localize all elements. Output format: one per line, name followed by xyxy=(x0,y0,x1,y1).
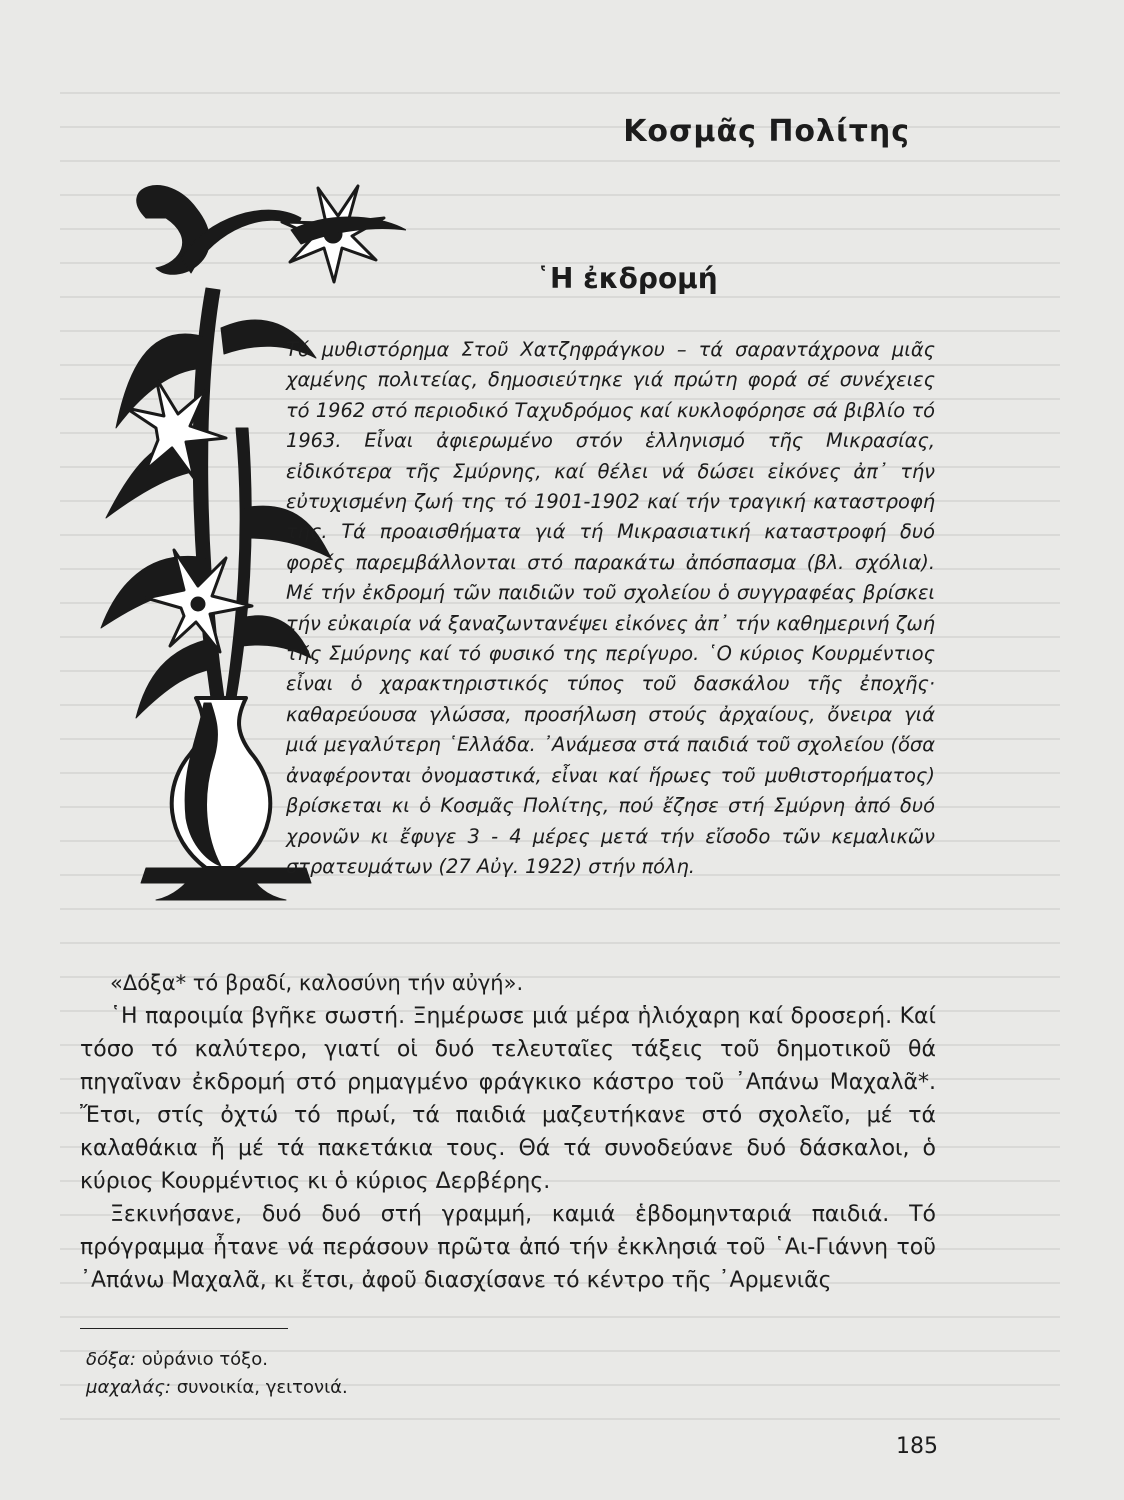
footnote-term: δόξα: xyxy=(86,1349,136,1370)
footnotes xyxy=(86,1346,348,1402)
page-number: 185 xyxy=(896,1434,938,1459)
section-title: ῾Η ἐκδρομή xyxy=(536,262,718,295)
footnote-definition: συνοικία, γειτονιά. xyxy=(170,1377,348,1398)
author-name: Κοσμᾶς Πολίτης xyxy=(623,114,910,149)
opening-proverb: «Δόξα* τό βραδί, καλοσύνη τήν αὐγή». xyxy=(110,971,524,995)
footnote-definition: οὐράνιο τόξο. xyxy=(136,1349,268,1370)
footnote-term: μαχαλάς: xyxy=(86,1377,171,1398)
introduction-paragraph: Τό μυθιστόρημα Στοῦ Χατζηφράγκου – τά σαραντάχρονα μιᾶς χαμένης πολιτείας, δημοσιεύτηκε γιά πρώτη φορά σέ συνέχειες τό 1962 στό περιοδικό Ταχυδρόμος καί κυκλοφόρησε σά βιβλίο τό 1963. Εἶναι ἀφιερωμένο στόν ἑλληνισμό τῆς Μικρασίας, εἰδικότερα τῆς Σμύρνης, καί θέλει νά δώσει εἰκόνες ἀπ᾿ τήν εὐτυχισμένη ζωή της τό 1901-1902 καί τήν τραγική καταστροφή της. Τά προαισθήματα γιά τή Μικρασιατική καταστροφή δυό φορές παρεμβάλλονται στό παρακάτω ἀπόσπασμα (βλ. σχόλια). Μέ τήν ἐκδρομή τῶν παιδιῶν τοῦ σχολείου ὁ συγγραφέας βρίσκει τήν εὐκαιρία νά ξαναζωντανέψει εἰκόνες ἀπ᾿ τήν καθημερινή ζωή τῆς Σμύρνης καί τό φυσικό της περίγυρο. ῾Ο κύριος Κουρμέντιος εἶναι ὁ χαρακτηριστικός τύπος τοῦ δασκάλου τῆς ἐποχῆς· καθαρεύουσα γλώσσα, προσήλωση στούς ἀρχαίους, ὄνειρα γιά μιά μεγαλύτερη ῾Ελλάδα. ᾿Ανάμεσα στά παιδιά τοῦ σχολείου (ὅσα ἀναφέρονται ὀνομαστικά, εἶναι καί ἥρωες τοῦ μυθιστορήματος) βρίσκεται κι ὁ Κοσμᾶς Πολίτης, πού ἔζησε στή Σμύρνη ἀπό δυό χρονῶν κι ἔφυγε 3 - 4 μέρες μετά τήν εἴσοδο τῶν κεμαλικῶν στρατευμάτων (27 Αὐγ. 1922) στήν πόλη. xyxy=(286,338,935,878)
main-text xyxy=(80,967,936,1297)
body-paragraph: Ξεκινήσανε, δυό δυό στή γραμμή, καμιά ἑβδομηνταριά παιδιά. Τό πρόγραμμα ἦτανε νά περάσουν πρῶτα ἀπό τήν ἐκκλησιά τοῦ ῾Αι-Γιάννη τοῦ ᾿Απάνω Μαχαλᾶ, κι ἔτσι, ἀφοῦ διασχίσανε τό κέντρο τῆς ᾿Αρμενιᾶς xyxy=(80,1202,936,1293)
body-paragraph: ῾Η παροιμία βγῆκε σωστή. Ξημέρωσε μιά μέρα ἡλιόχαρη καί δροσερή. Καί τόσο τό καλύτερο, γιατί οἱ δυό τελευταῖες τάξεις τοῦ δημοτικοῦ θά πηγαῖναν ἐκδρομή στό ρημαγμένο φράγκικο κάστρο τοῦ ᾿Απάνω Μαχαλᾶ*. Ἔτσι, στίς ὀχτώ τό πρωί, τά παιδιά μαζευτήκανε στό σχολεῖο, μέ τά καλαθάκια ἤ μέ τά πακετάκια τους. Θά τά συνοδεύανε δυό δάσκαλοι, ὁ κύριος Κουρμέντιος κι ὁ κύριος Δερβέρης. xyxy=(80,1004,936,1194)
footnote xyxy=(86,1346,348,1374)
footnote-divider xyxy=(80,1328,288,1329)
footnote xyxy=(86,1374,348,1402)
